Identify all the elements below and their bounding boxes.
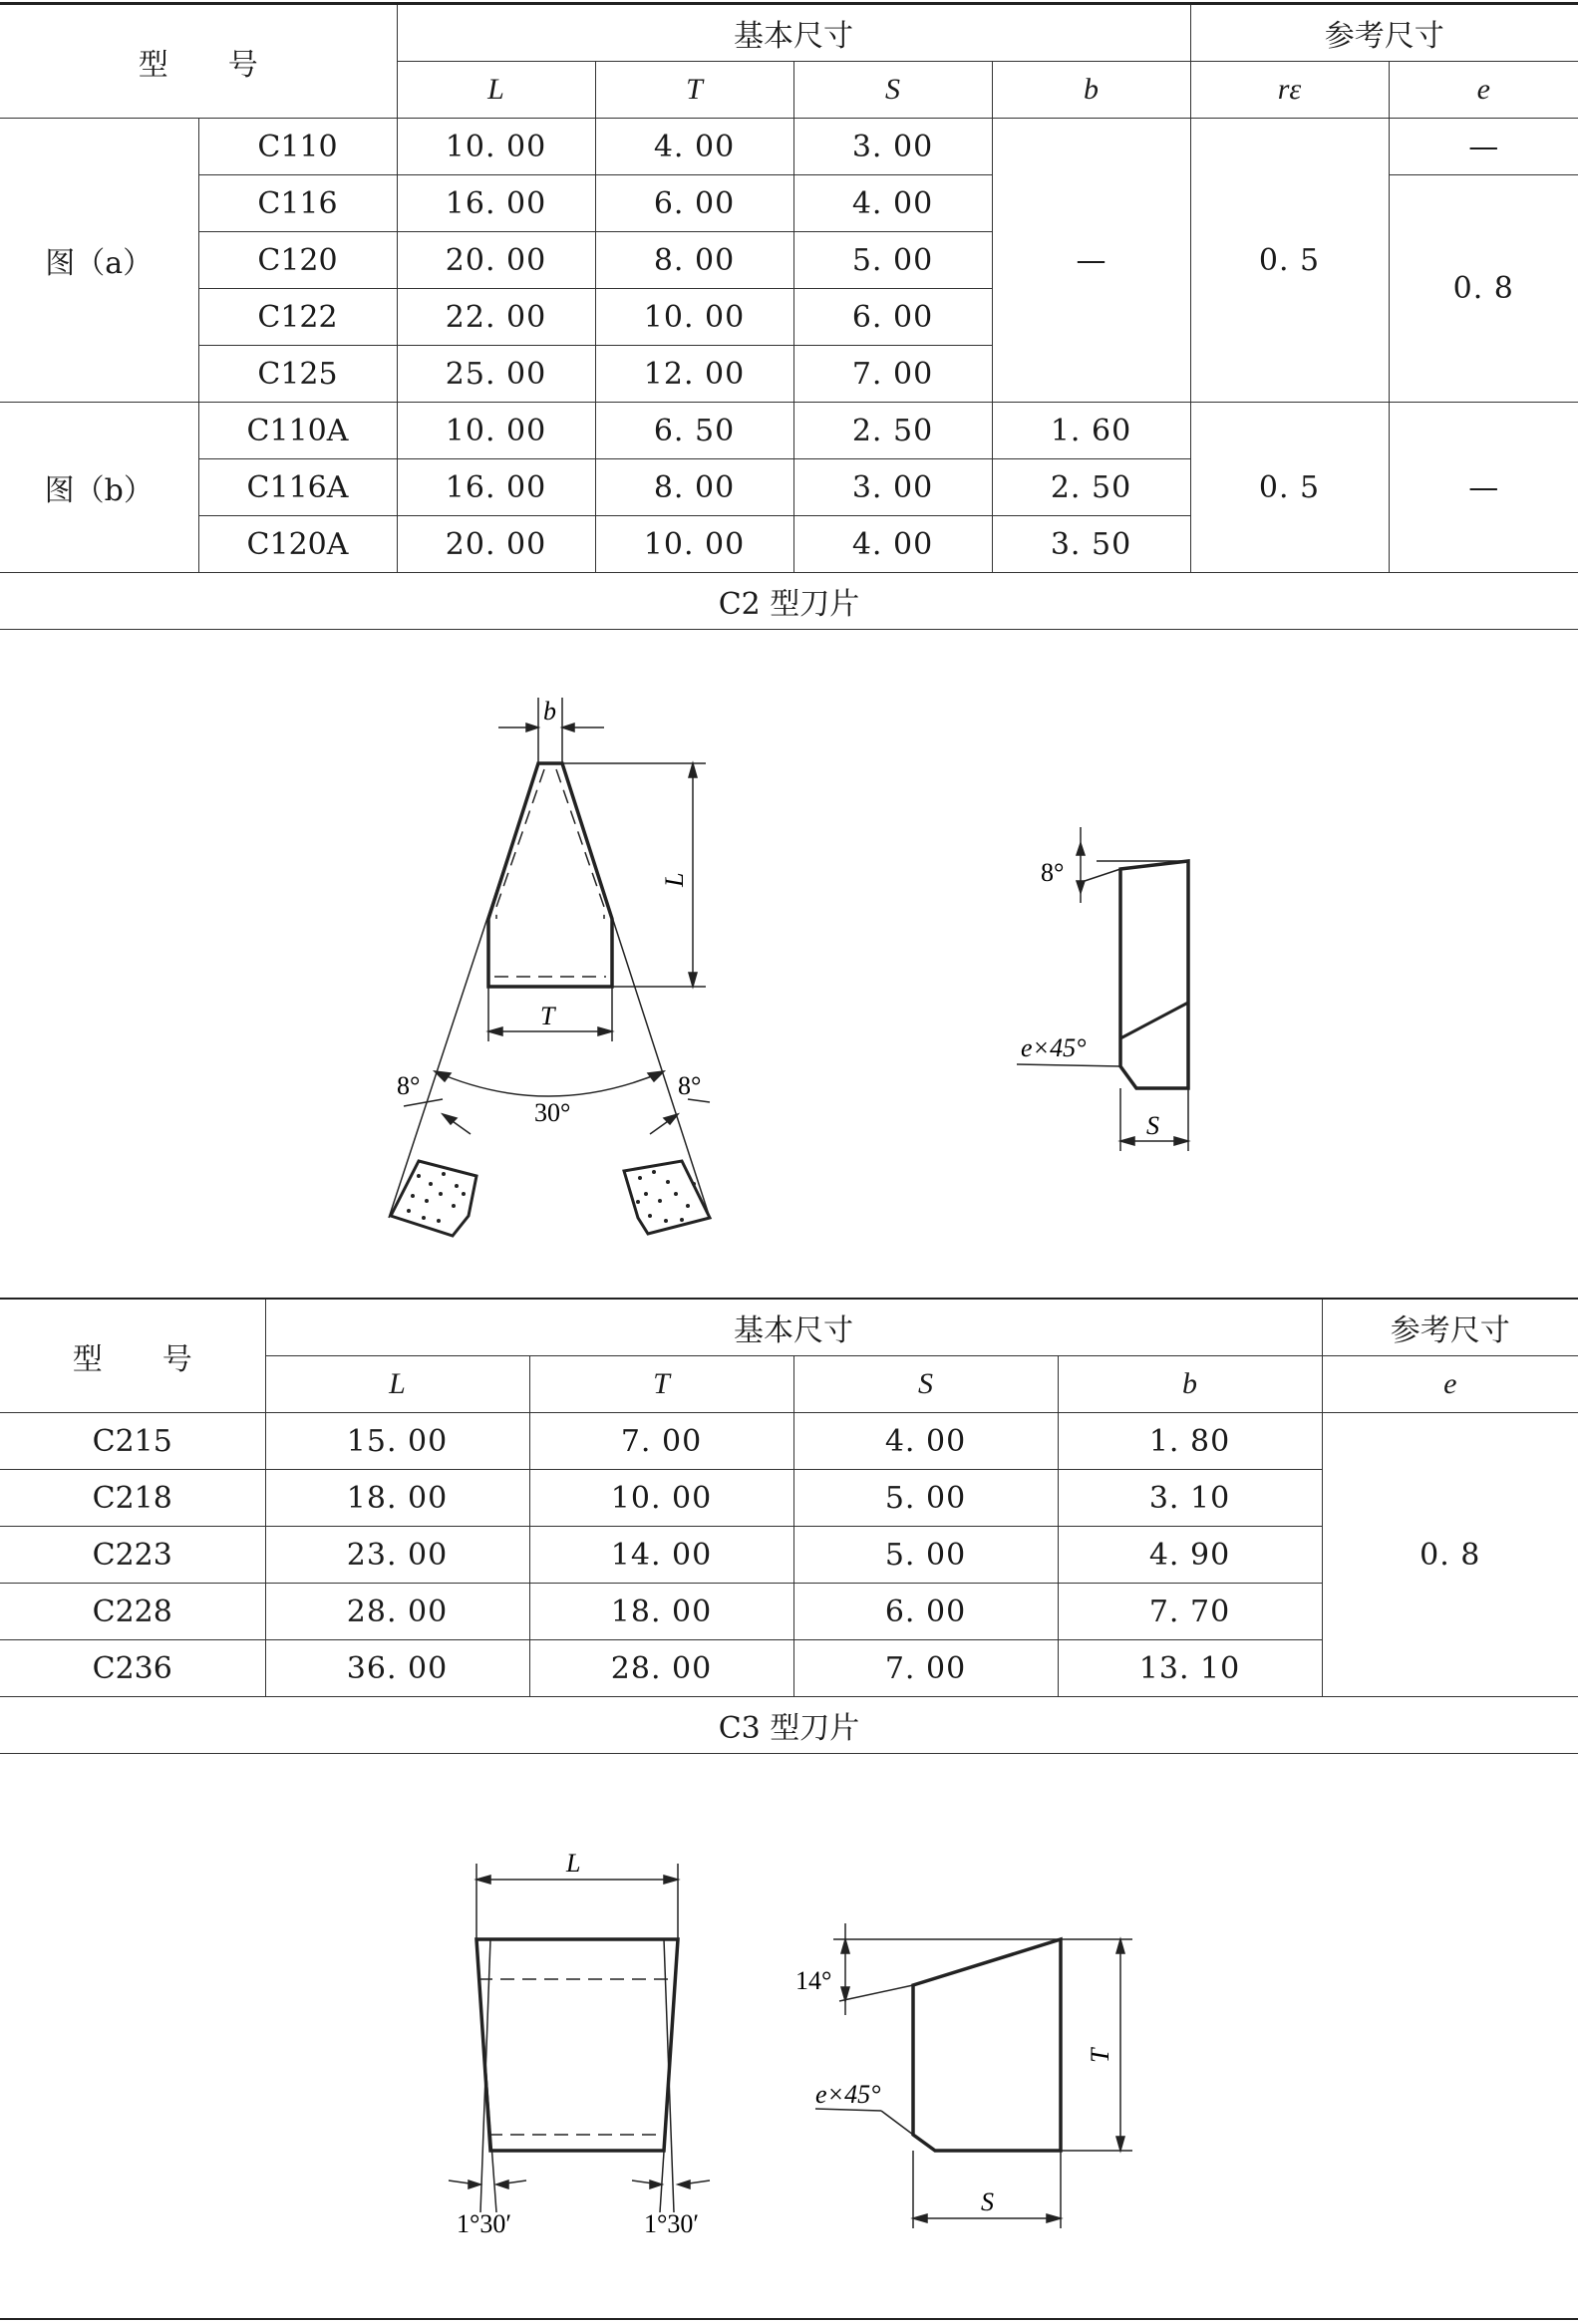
figure-c3 <box>0 1764 1578 2318</box>
cell-L: 10. 00 <box>397 403 595 459</box>
cell-b: 2. 50 <box>992 459 1190 516</box>
cell-b: 7. 70 <box>1058 1584 1322 1640</box>
label-angle-14: 14° <box>795 1966 832 1995</box>
cell-T: 7. 00 <box>529 1413 793 1470</box>
cell-S: 3. 00 <box>793 119 992 175</box>
cell-T: 4. 00 <box>595 119 793 175</box>
cell-T: 28. 00 <box>529 1640 793 1697</box>
label-b: b <box>543 697 556 726</box>
cell-S: 6. 00 <box>793 289 992 346</box>
caption-c3: C3 型刀片 <box>0 1697 1578 1754</box>
cell-model: C223 <box>0 1527 265 1584</box>
cell-model: C116 <box>198 175 397 232</box>
header-model: 型 号 <box>0 1299 265 1413</box>
col-b: b <box>1058 1356 1322 1413</box>
label-T: T <box>540 1002 555 1030</box>
table-header-row <box>0 1299 1578 1356</box>
label-L: L <box>566 1849 581 1878</box>
cell-L: 20. 00 <box>397 516 595 573</box>
cell-r-merged: 0. 5 <box>1190 403 1389 573</box>
label-angle-right: 1°30′ <box>644 2209 700 2238</box>
col-S: S <box>793 62 992 119</box>
cell-model: C228 <box>0 1584 265 1640</box>
cell-model: C110A <box>198 403 397 459</box>
col-e: e <box>1389 62 1578 119</box>
cell-e-merged: 0. 8 <box>1322 1413 1578 1697</box>
cell-model: C218 <box>0 1470 265 1527</box>
cell-e: — <box>1389 119 1578 175</box>
col-S: S <box>793 1356 1058 1413</box>
cell-S: 4. 00 <box>793 175 992 232</box>
header-basic-size: 基本尺寸 <box>397 4 1190 62</box>
cell-model: C125 <box>198 346 397 403</box>
label-L: L <box>660 872 689 887</box>
cell-T: 10. 00 <box>529 1470 793 1527</box>
cell-r-merged: 0. 5 <box>1190 119 1389 403</box>
cell-T: 10. 00 <box>595 289 793 346</box>
label-S: S <box>1146 1111 1159 1140</box>
cell-S: 5. 00 <box>793 1470 1058 1527</box>
header-model: 型 号 <box>0 4 397 119</box>
cell-T: 14. 00 <box>529 1527 793 1584</box>
cell-S: 7. 00 <box>793 1640 1058 1697</box>
cell-S: 5. 00 <box>793 1527 1058 1584</box>
cell-L: 10. 00 <box>397 119 595 175</box>
cell-S: 4. 00 <box>793 1413 1058 1470</box>
table-c2 <box>0 1298 1578 1754</box>
cell-b: 1. 80 <box>1058 1413 1322 1470</box>
cell-S: 3. 00 <box>793 459 992 516</box>
cell-model: C120 <box>198 232 397 289</box>
label-chamfer: e×45° <box>815 2080 881 2109</box>
cell-L: 15. 00 <box>265 1413 529 1470</box>
cell-L: 20. 00 <box>397 232 595 289</box>
cell-L: 18. 00 <box>265 1470 529 1527</box>
cell-S: 4. 00 <box>793 516 992 573</box>
cell-model: C120A <box>198 516 397 573</box>
cell-L: 25. 00 <box>397 346 595 403</box>
cell-b: 3. 50 <box>992 516 1190 573</box>
group-label-a: 图（a） <box>0 119 198 403</box>
label-angle-30: 30° <box>534 1098 571 1127</box>
cell-T: 6. 50 <box>595 403 793 459</box>
label-angle-8-side: 8° <box>1041 858 1065 887</box>
label-S: S <box>981 2187 994 2216</box>
table-row <box>0 1413 1578 1470</box>
cell-T: 8. 00 <box>595 232 793 289</box>
cell-T: 6. 00 <box>595 175 793 232</box>
cell-b: 13. 10 <box>1058 1640 1322 1697</box>
cell-L: 16. 00 <box>397 175 595 232</box>
cell-L: 23. 00 <box>265 1527 529 1584</box>
cell-T: 8. 00 <box>595 459 793 516</box>
cell-L: 36. 00 <box>265 1640 529 1697</box>
col-T: T <box>595 62 793 119</box>
cell-b-merged: — <box>992 119 1190 403</box>
header-basic-size: 基本尺寸 <box>265 1299 1322 1356</box>
cell-b: 1. 60 <box>992 403 1190 459</box>
label-T: T <box>1086 2048 1114 2063</box>
cell-b: 3. 10 <box>1058 1470 1322 1527</box>
header-reference-size: 参考尺寸 <box>1322 1299 1578 1356</box>
cell-S: 5. 00 <box>793 232 992 289</box>
label-chamfer: e×45° <box>1021 1033 1087 1062</box>
caption-c2: C2 型刀片 <box>0 573 1578 630</box>
col-r: rε <box>1190 62 1389 119</box>
col-T: T <box>529 1356 793 1413</box>
group-label-b: 图（b） <box>0 403 198 573</box>
bottom-rule <box>0 2318 1578 2320</box>
col-L: L <box>397 62 595 119</box>
label-angle-8-right: 8° <box>678 1071 702 1100</box>
cell-T: 18. 00 <box>529 1584 793 1640</box>
cell-L: 22. 00 <box>397 289 595 346</box>
cell-model: C122 <box>198 289 397 346</box>
cell-S: 7. 00 <box>793 346 992 403</box>
cell-e-merged: 0. 8 <box>1389 175 1578 403</box>
caption-row <box>0 1697 1578 1754</box>
col-b: b <box>992 62 1190 119</box>
cell-T: 10. 00 <box>595 516 793 573</box>
cell-L: 16. 00 <box>397 459 595 516</box>
col-e: e <box>1322 1356 1578 1413</box>
header-reference-size: 参考尺寸 <box>1190 4 1578 62</box>
cell-model: C110 <box>198 119 397 175</box>
cell-model: C215 <box>0 1413 265 1470</box>
cell-model: C236 <box>0 1640 265 1697</box>
cell-S: 2. 50 <box>793 403 992 459</box>
cell-e-merged: — <box>1389 403 1578 573</box>
cell-S: 6. 00 <box>793 1584 1058 1640</box>
label-angle-8-left: 8° <box>397 1071 421 1100</box>
cell-T: 12. 00 <box>595 346 793 403</box>
col-L: L <box>265 1356 529 1413</box>
cell-model: C116A <box>198 459 397 516</box>
label-angle-left: 1°30′ <box>457 2209 512 2238</box>
cell-L: 28. 00 <box>265 1584 529 1640</box>
cell-b: 4. 90 <box>1058 1527 1322 1584</box>
